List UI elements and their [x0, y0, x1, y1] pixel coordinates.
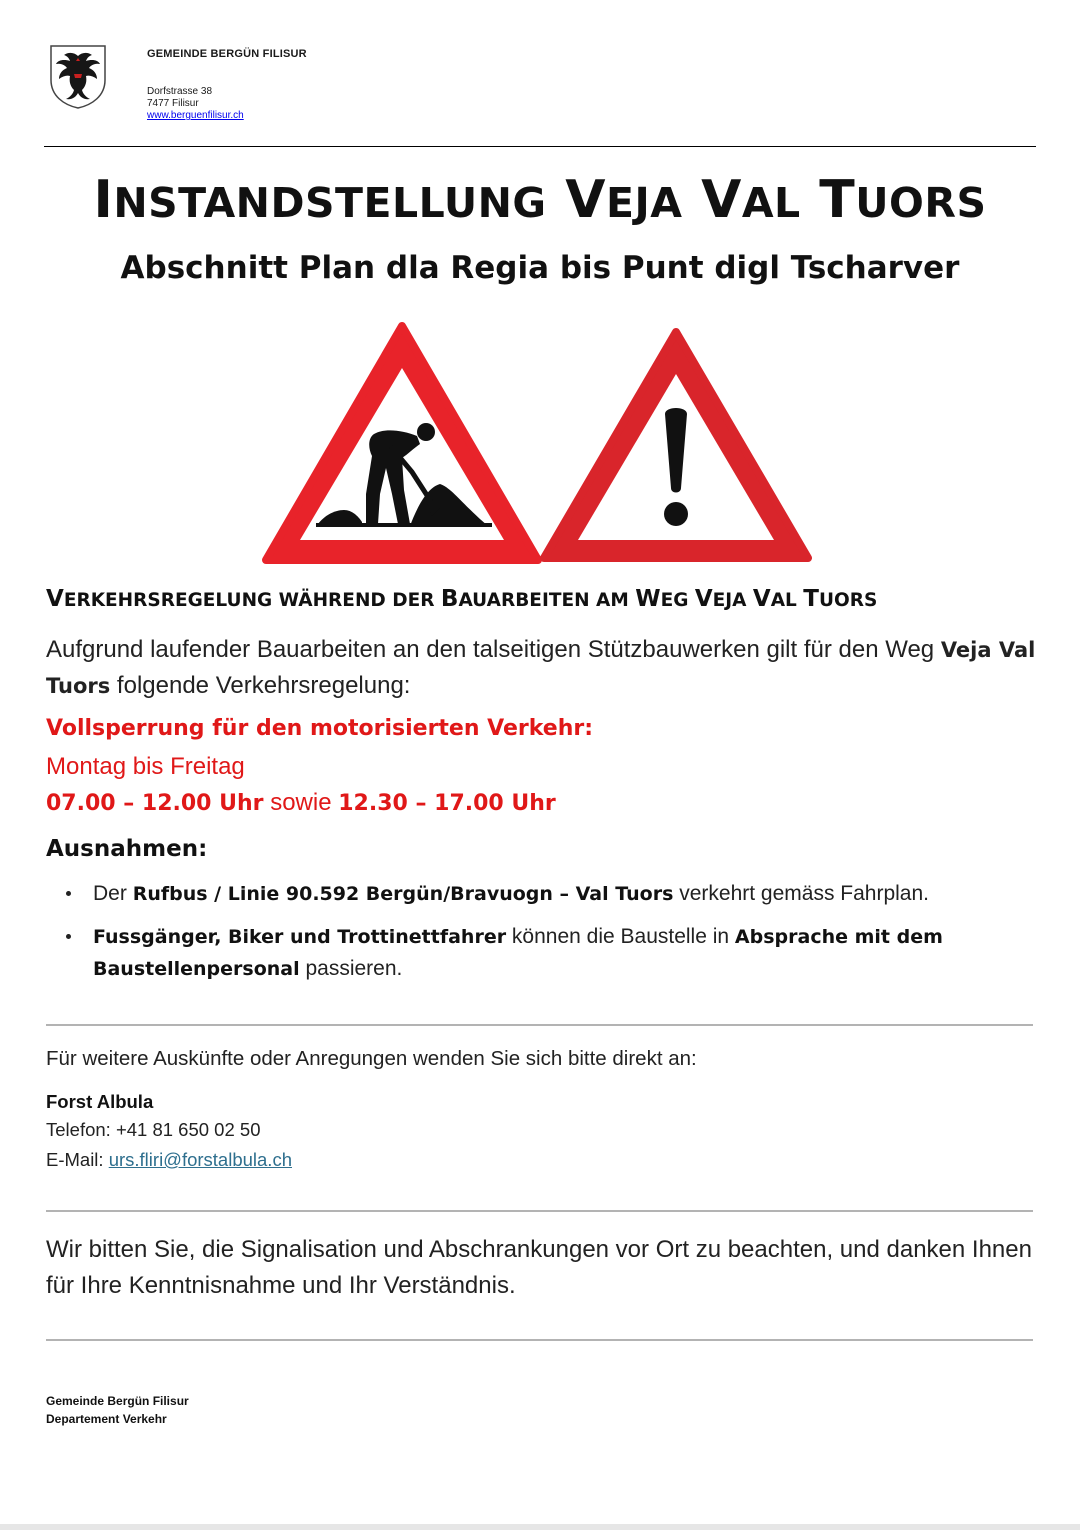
section-heading: VERKEHRSREGELUNG WÄHREND DER BAUARBEITEN AM WEG VEJA VAL TUORS [46, 586, 878, 612]
footer [46, 1392, 189, 1428]
intro-paragraph: Aufgrund laufender Bauarbeiten an den talseitigen Stützbauwerken gilt für den Weg Veja Val Tuors folgende Verkehrsregelung: [46, 636, 1036, 699]
page-title: INSTANDSTELLUNG VEJA VAL TUORS [93, 170, 987, 230]
list-item: Der Rufbus / Linie 90.592 Bergün/Bravuogn – Val Tuors verkehrt gemäss Fahrplan. [66, 878, 1041, 910]
page-subtitle: Abschnitt Plan dla Regia bis Punt digl Tscharver [120, 250, 960, 286]
org-name: GEMEINDE BERGÜN FILISUR [147, 48, 307, 60]
closure-heading: Vollsperrung für den motorisierten Verkehr: [46, 716, 594, 741]
footer-org: Gemeinde Bergün Filisur [46, 1394, 189, 1408]
closing-paragraph: Wir bitten Sie, die Signalisation und Abschrankungen vor Ort zu beachten, und danken Ihnen für Ihre Kenntnisnahme und Ihr Verständnis. [46, 1236, 1032, 1299]
exceptions-list [66, 878, 1041, 996]
warning-signs [262, 318, 814, 570]
contact-email: E-Mail: urs.fliri@forstalbula.ch [46, 1149, 292, 1170]
bullet-icon [66, 934, 71, 939]
email-link[interactable]: urs.fliri@forstalbula.ch [108, 1149, 292, 1170]
divider [46, 1339, 1033, 1341]
closure-days: Montag bis Freitag [46, 753, 245, 780]
list-item: Fussgänger, Biker und Trottinettfahrer können die Baustelle in Absprache mit dem Baustellenpersonal passieren. [66, 921, 1041, 985]
website-link[interactable]: www.berguenfilisur.ch [147, 110, 244, 121]
page-bottom-edge [0, 1524, 1080, 1530]
warning-exclamation-sign-icon [544, 332, 808, 558]
contact-intro: Für weitere Auskünfte oder Anregungen wenden Sie sich bitte direkt an: [46, 1047, 697, 1070]
contact-org: Forst Albula [46, 1091, 154, 1112]
exceptions-heading: Ausnahmen: [46, 836, 208, 862]
address-city: 7477 Filisur [147, 98, 199, 109]
coat-of-arms-griffin-icon [48, 44, 108, 110]
divider [46, 1210, 1033, 1212]
bullet-icon [66, 891, 71, 896]
address-street: Dorfstrasse 38 [147, 86, 213, 97]
header-divider [44, 146, 1036, 147]
road-works-sign-icon [266, 326, 538, 560]
divider [46, 1024, 1033, 1026]
closure-times: 07.00 – 12.00 Uhr sowie 12.30 – 17.00 Uhr [46, 789, 556, 816]
contact-phone: Telefon: +41 81 650 02 50 [46, 1119, 261, 1140]
footer-department: Departement Verkehr [46, 1412, 167, 1426]
